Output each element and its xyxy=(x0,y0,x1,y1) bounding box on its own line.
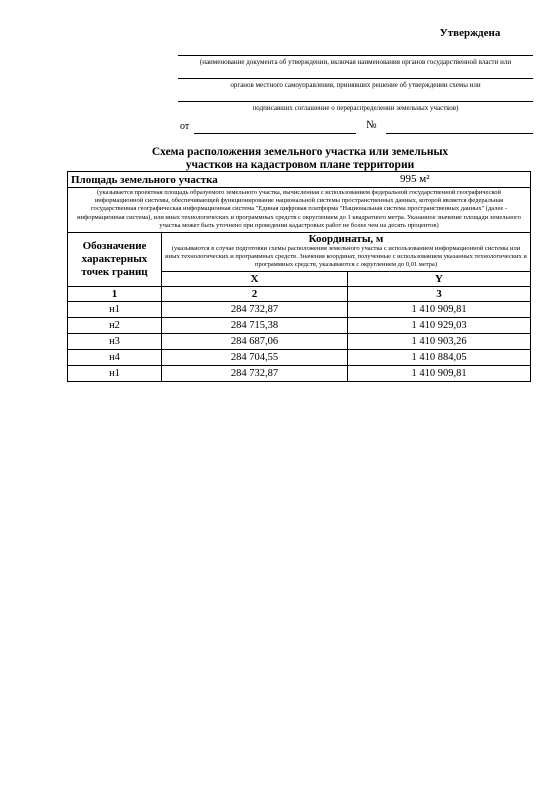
approval-authority-line xyxy=(178,78,533,79)
point-name: н1 xyxy=(68,302,162,318)
col-number-2: 2 xyxy=(162,287,348,302)
table-row xyxy=(68,334,531,350)
coord-x: 284 704,55 xyxy=(162,350,348,366)
col-x-header: X xyxy=(162,272,348,287)
coords-header: Координаты, м (указываются в случае подготовки схемы расположения земельного участка с использованием информационной системы или иных технологических и программных средств. Значения координат, полученные с использованием указанных технологических и программных средств, указываются с округлением до 0,01 метра) xyxy=(162,233,531,272)
approval-heading: Утверждена xyxy=(439,27,501,39)
coord-x: 284 687,06 xyxy=(162,334,348,350)
coords-note: (указываются в случае подготовки схемы расположения земельного участка с использованием информационной системы или иных технологических и программных средств. Значения координат, полученные с использованием указанных технологических и программных средств, указываются с округлением до 0,01 метра) xyxy=(165,245,527,269)
point-name: н2 xyxy=(68,318,162,334)
approval-caption-3: подписавших соглашение о перераспределении земельных участков) xyxy=(252,104,459,112)
coord-x: 284 732,87 xyxy=(162,302,348,318)
coord-x: 284 715,38 xyxy=(162,318,348,334)
date-label: от xyxy=(180,121,190,132)
area-row xyxy=(68,172,531,188)
coord-y: 1 410 909,81 xyxy=(348,302,531,318)
coord-y: 1 410 903,26 xyxy=(348,334,531,350)
area-label: Площадь земельного участка xyxy=(71,173,218,186)
col-number-1: 1 xyxy=(68,287,162,302)
coord-x: 284 732,87 xyxy=(162,366,348,382)
area-note: (указывается проектная площадь образуемого земельного участка, вычисленная с использованием федеральной государственной географической информационной системы, обеспечивающей функционирование национальной системы пространственных данных, которой является федеральная государственная географическая информационная система "Единая цифровая платформа "Национальная система пространственных данных" (далее - информационная система), или иных технологических и программных средств с округлением до 1 квадратного метра. Указанное значение площади земельного участка может быть уточнено при проведении кадастровых работ не более чем на десять процентов) xyxy=(68,188,531,233)
point-name: н1 xyxy=(68,366,162,382)
scheme-title: Схема расположения земельного участка или земельных участков на кадастровом плане территории xyxy=(151,146,449,171)
coord-y: 1 410 929,03 xyxy=(348,318,531,334)
approval-signers-line xyxy=(178,101,533,102)
area-value: 995 м² xyxy=(400,173,430,185)
approval-caption-1: (наименование документа об утверждении, включая наименования органов государственной власти или xyxy=(199,58,512,66)
point-name: н4 xyxy=(68,350,162,366)
approval-doc-line xyxy=(178,55,533,56)
date-line xyxy=(194,133,356,134)
points-header: Обозначение характерных точек границ xyxy=(68,233,162,287)
col-number-3: 3 xyxy=(348,287,531,302)
table-row xyxy=(68,350,531,366)
table-row xyxy=(68,366,531,382)
coordinates-table xyxy=(67,171,531,382)
table-row xyxy=(68,302,531,318)
coord-y: 1 410 909,81 xyxy=(348,366,531,382)
approval-caption-2: органов местного самоуправления, принявших решение об утверждении схемы или xyxy=(230,81,481,89)
point-name: н3 xyxy=(68,334,162,350)
col-y-header: Y xyxy=(348,272,531,287)
coord-y: 1 410 884,05 xyxy=(348,350,531,366)
table-row xyxy=(68,318,531,334)
number-label: № xyxy=(366,119,377,131)
number-line xyxy=(386,133,533,134)
